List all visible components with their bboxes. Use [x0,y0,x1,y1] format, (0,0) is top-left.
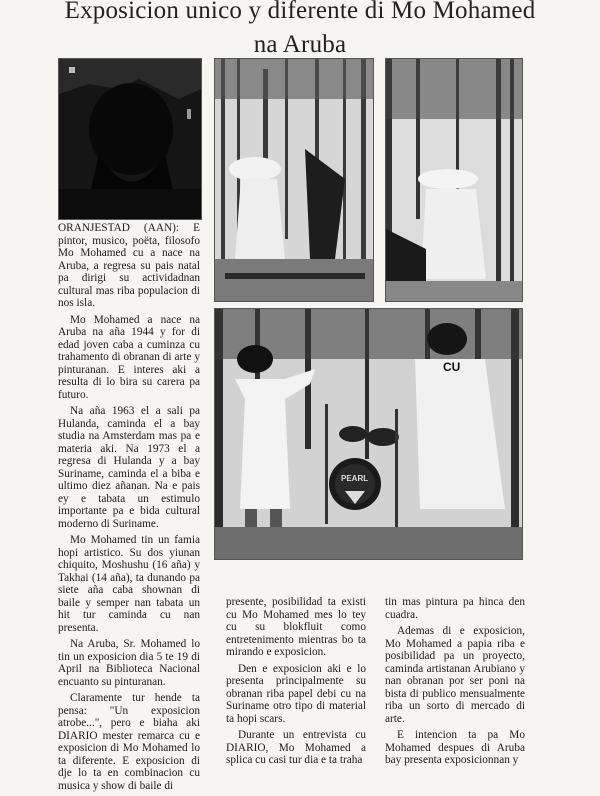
paragraph: Ademas di e exposicion, Mo Mohamed a papia riba e posibilidad pa un proyecto, caminda artistanan Arubiano y nan obranan por ser poni na bista di publico mensualmente riba un sorto di mercado di arte. [385,625,525,725]
drum-logo-text: PEARL [341,474,369,483]
article-column-3 [385,596,525,771]
paragraph: E intencion ta pa Mo Mohamed despues di Aruba bay presenta exposicionnan y [385,729,525,766]
portrait-photo [58,58,202,220]
paragraph: Durante un entrevista cu DIARIO, Mo Mohamed a splica cu casi tur dia e ta traha [226,729,366,766]
headline [40,0,560,62]
band-performance-photo [214,308,523,560]
paragraph: Na Aruba, Sr. Mohamed lo tin un exposicion dia 5 te 19 di April na Biblioteca Nacional encuanto su pinturanan. [58,638,200,688]
paragraph: ORANJESTAD (AAN): E pintor, musico, poëta, filosofo Mo Mohamed cu a nace na Aruba, a regresa su pais natal pa dirigi su actividadnan cultural mas riba populacion di nos isla. [58,222,200,309]
article-column-2 [226,596,366,771]
headline-line-1: Exposicion unico y diferente di Mo Mohamed [64,0,536,24]
article-column-1 [58,222,200,796]
paragraph: Den e exposicion aki e lo presenta principalmente su obranan riba papel debi cu na Suriname otro tipo di material ta hopi scars. [226,662,366,725]
headline-line-2: na Aruba [253,31,347,58]
paragraph: presente, posibilidad ta existi cu Mo Mohamed mes lo tey cu su blokfluit como entretenimento mientras bo ta mirando e exposicion. [226,596,366,658]
paragraph: tin mas pintura pa hinca den cuadra. [385,596,525,621]
stage-photo-right [385,58,523,302]
shirt-text: CU [443,360,461,374]
stage-photo-left [214,58,374,302]
paragraph: Mo Mohamed a nace na Aruba na aña 1944 y for di edad joven caba a cuminza cu trahamento di obranan di arte y pinturanan. E interes aki a resulta di lo bira su carera pa futuro. [58,313,200,401]
paragraph: Claramente tur hende ta pensa: "Un exposicion atrobe...", pero e biaha aki DIARIO mester remarca cu e exposicion di Mo Mohamed lo ta diferente. E exposicion di dje lo ta en combinacion cu musica y show di baile di [58,692,200,792]
paragraph: Na aña 1963 el a sali pa Hulanda, caminda el a bay studia na Amsterdam mas pa e materia aki. Na 1973 el a regresa di Hulanda y a bay Suriname, caminda el a biba e ultimo diez añanan. Na e pais ey e tabata un estimulo importante pa e bida cultural moderno di Suriname. [58,405,200,530]
paragraph: Mo Mohamed tin un famia hopi artistico. Su dos yiunan chiquito, Moshushu (16 aña) y Takhai (14 aña), ta dunando pa siete aña caba shownan di baile y semper nan tabata un hit tur caminda cu nan presenta. [58,534,200,634]
